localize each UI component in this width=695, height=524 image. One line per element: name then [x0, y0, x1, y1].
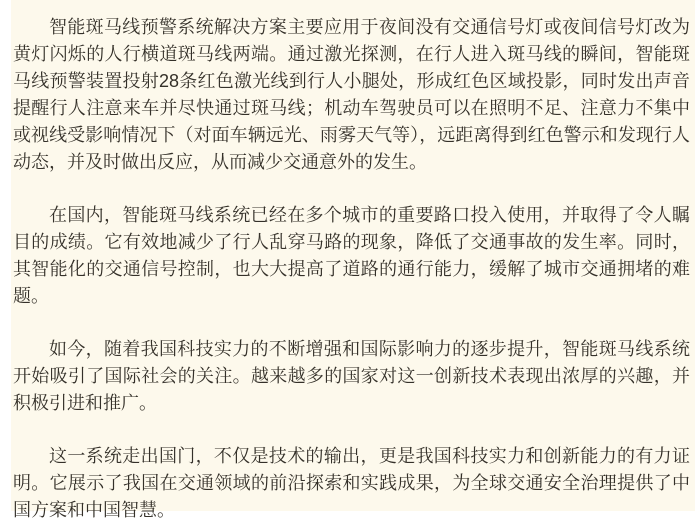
paragraph-2: 在国内，智能斑马线系统已经在多个城市的重要路口投入使用，并取得了令人瞩目的成绩。它有效地减少了行人乱穿马路的现象，降低了交通事故的发生率。同时，其智能化的交通信号控制，也大大提高了道路的通行能力，缓解了城市交通拥堵的难题。	[13, 205, 690, 306]
paragraph-4: 这一系统走出国门，不仅是技术的输出，更是我国科技实力和创新能力的有力证明。它展示了我国在交通领域的前沿探索和实践成果，为全球交通安全治理提供了中国方案和中国智慧。	[13, 446, 690, 520]
paragraph-1: 智能斑马线预警系统解决方案主要应用于夜间没有交通信号灯或夜间信号灯改为黄灯闪烁的人行横道斑马线两端。通过激光探测，在行人进入斑马线的瞬间，智能斑马线预警装置投射28条红色激光线到行人小腿处，形成红色区域投影，同时发出声音提醒行人注意来车并尽快通过斑马线；机动车驾驶员可以在照明不足、注意力不集中或视线受影响情况下（对面车辆远光、雨雾天气等），远距离得到红色警示和发现行人动态，并及时做出反应，从而减少交通意外的发生。	[13, 17, 690, 172]
paragraph-3: 如今，随着我国科技实力的不断增强和国际影响力的逐步提升，智能斑马线系统开始吸引了国际社会的关注。越来越多的国家对这一创新技术表现出浓厚的兴趣，并积极引进和推广。	[13, 339, 690, 413]
page-left-margin	[0, 0, 11, 511]
document-page	[11, 0, 695, 520]
